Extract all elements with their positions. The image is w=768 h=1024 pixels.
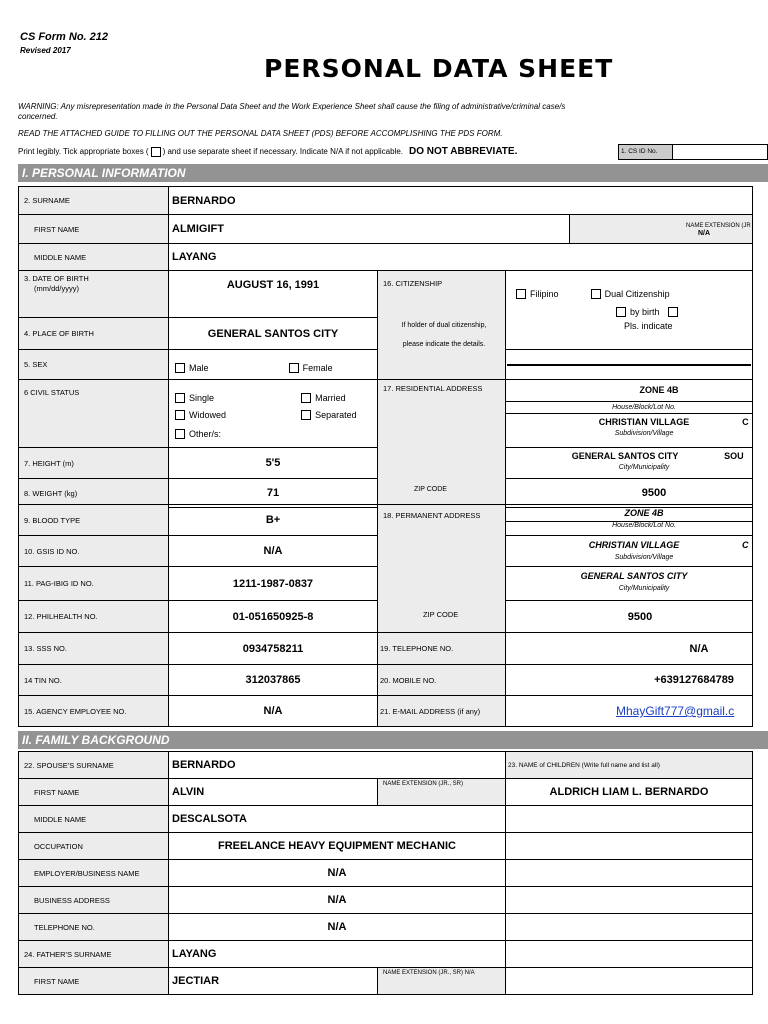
child-5-field[interactable] (506, 887, 753, 914)
instructions-b: ) and use separate sheet if necessary. Indicate N/A if not applicable. (162, 147, 404, 156)
perm-city-field: GENERAL SANTOS CITY (580, 571, 688, 581)
name-extension-cell[interactable] (570, 215, 753, 244)
child-6-field[interactable] (506, 914, 753, 941)
blood-field[interactable]: B+ (169, 505, 378, 536)
gsis-label: 10. GSIS ID NO. (19, 536, 169, 567)
dob-format: (mm/dd/yyyy) (34, 284, 79, 293)
warning-text: WARNING: Any misrepresentation made in the Personal Data Sheet and the Work Experience Sheet shall cause the filing of administrative/criminal case/s (18, 102, 566, 111)
email-label: 21. E-MAIL ADDRESS (if any) (378, 696, 506, 727)
perm-addr-label: 18. PERMANENT ADDRESS (383, 511, 481, 520)
agency-field[interactable]: N/A (169, 696, 378, 727)
perm-city-lbl: City/Municipality (618, 585, 670, 592)
read-guide-text: READ THE ATTACHED GUIDE TO FILLING OUT THE PERSONAL DATA SHEET (PDS) BEFORE ACCOMPLISHING THE PDS FORM. (18, 129, 503, 138)
city-lbl: City/Municipality (618, 464, 670, 471)
res-addr-label: 17. RESIDENTIAL ADDRESS (378, 380, 506, 509)
gsis-field[interactable]: N/A (169, 536, 378, 567)
perm-subd-field: CHRISTIAN VILLAGE (588, 540, 680, 550)
mobile-field[interactable]: +639127684789 (506, 665, 753, 696)
perm-house-lbl: House/Block/Lot No. (506, 521, 752, 529)
filipino-label: Filipino (530, 289, 559, 299)
father-first-label: FIRST NAME (19, 968, 169, 995)
male-option[interactable] (175, 363, 209, 373)
father-surname-field[interactable]: LAYANG (169, 941, 506, 968)
separated-option[interactable] (301, 405, 357, 425)
widowed-label: Widowed (189, 410, 227, 420)
dual-checkbox[interactable] (591, 289, 601, 299)
perm-subd-cell[interactable] (506, 536, 753, 567)
separated-checkbox[interactable] (301, 410, 311, 420)
occupation-label: OCCUPATION (19, 833, 169, 860)
subd-lbl: Subdivision/Village (614, 429, 674, 437)
citizenship-options (506, 271, 753, 350)
spouse-surname-label: 22. SPOUSE'S SURNAME (19, 752, 169, 779)
sex-label: 5. SEX (19, 350, 169, 380)
warning-text-2: concerned. (18, 112, 58, 121)
mobile-label: 20. MOBILE NO. (378, 665, 506, 696)
female-checkbox[interactable] (289, 363, 299, 373)
res-zip-label: ZIP CODE (414, 486, 447, 493)
instructions-line (18, 147, 517, 157)
personal-info-table-lower (18, 504, 753, 727)
surname-field[interactable]: BERNARDO (169, 187, 753, 215)
filipino-checkbox[interactable] (516, 289, 526, 299)
sss-label: 13. SSS NO. (19, 633, 169, 665)
name-ext-value: N/A (698, 229, 711, 237)
pagibig-label: 11. PAG-IBIG ID NO. (19, 567, 169, 601)
spouse-first-label: FIRST NAME (19, 779, 169, 806)
res-house-field[interactable]: ZONE 4B (506, 380, 753, 402)
philhealth-label: 12. PHILHEALTH NO. (19, 601, 169, 633)
biz-addr-field[interactable]: N/A (169, 887, 506, 914)
single-label: Single (189, 393, 215, 403)
res-trailing: C (742, 416, 749, 427)
pob-field[interactable]: GENERAL SANTOS CITY (169, 318, 378, 350)
name-ext-label: NAME EXTENSION (JR (686, 222, 751, 229)
perm-subd-lbl: Subdivision/Village (614, 554, 674, 561)
revised-year: Revised 2017 (20, 46, 71, 55)
others-checkbox[interactable] (175, 429, 185, 439)
do-not-abbreviate: DO NOT ABBREVIATE. (409, 146, 518, 157)
res-city-cell[interactable] (506, 448, 753, 479)
middle-name-label: MIDDLE NAME (19, 244, 169, 271)
father-surname-label: 24. FATHER'S SURNAME (19, 941, 169, 968)
cs-id-field[interactable] (673, 145, 767, 159)
male-label: Male (189, 362, 209, 373)
spouse-tel-label: TELEPHONE NO. (19, 914, 169, 941)
occupation-field[interactable]: FREELANCE HEAVY EQUIPMENT MECHANIC (169, 833, 506, 860)
perm-trailing: C (742, 540, 749, 550)
citizenship-label: 16. CITIZENSHIP (383, 279, 443, 288)
agency-label: 15. AGENCY EMPLOYEE NO. (19, 696, 169, 727)
perm-zip-label: ZIP CODE (423, 610, 459, 619)
weight-label: 8. WEIGHT (kg) (19, 479, 169, 508)
philhealth-field[interactable]: 01-051650925-8 (169, 601, 378, 633)
email-cell[interactable] (506, 696, 753, 727)
child-8-field[interactable] (506, 968, 753, 995)
perm-addr-label-cell (378, 505, 506, 633)
family-table (18, 751, 753, 995)
civil-status-options (169, 380, 378, 448)
pagibig-field[interactable]: 1211-1987-0837 (169, 567, 378, 601)
filipino-option[interactable] (516, 289, 559, 299)
height-label: 7. HEIGHT (m) (19, 448, 169, 479)
weight-field[interactable]: 71 (169, 479, 378, 508)
cs-id-label: 1. CS ID No. (619, 145, 673, 159)
child-3-field[interactable] (506, 833, 753, 860)
perm-house-cell[interactable] (506, 505, 753, 536)
perm-city-cell[interactable] (506, 567, 753, 601)
biz-addr-label: BUSINESS ADDRESS (19, 887, 169, 914)
female-label: Female (302, 362, 333, 373)
dob-label-cell (19, 271, 169, 318)
others-label: Other/s: (189, 429, 222, 439)
tin-field[interactable]: 312037865 (169, 665, 378, 696)
surname-label: 2. SURNAME (19, 187, 169, 215)
height-field[interactable]: 5'5 (169, 448, 378, 479)
by-birth-option[interactable] (616, 307, 682, 317)
instructions-a: Print legibly. Tick appropriate boxes ( (18, 147, 149, 156)
pls-indicate: Pls. indicate (624, 321, 673, 331)
dual-note-1: If holder of dual citizenship, (401, 322, 487, 329)
first-name-label: FIRST NAME (19, 215, 169, 244)
female-option[interactable] (289, 363, 333, 373)
single-checkbox[interactable] (175, 393, 185, 403)
employer-field[interactable]: N/A (169, 860, 506, 887)
spouse-first-field[interactable]: ALVIN (169, 779, 378, 806)
first-name-field[interactable]: ALMIGIFT (169, 215, 570, 244)
tin-label: 14 TIN NO. (19, 665, 169, 696)
dual-label: Dual Citizenship (604, 289, 670, 299)
res-city-field: GENERAL SANTOS CITY (571, 451, 679, 461)
dual-note-2: please indicate the details. (402, 341, 486, 348)
perm-zip-field[interactable]: 9500 (506, 601, 753, 633)
spouse-middle-label: MIDDLE NAME (19, 806, 169, 833)
male-checkbox[interactable] (175, 363, 185, 373)
spouse-tel-field[interactable]: N/A (169, 914, 506, 941)
cs-id-box (618, 144, 768, 160)
father-first-field[interactable]: JECTIAR (169, 968, 378, 995)
email-link[interactable]: MhayGift777@gmail.c (616, 704, 735, 718)
res-subd-cell[interactable] (506, 413, 753, 447)
section-personal-information: I. PERSONAL INFORMATION (18, 164, 768, 182)
tick-sample-box (151, 147, 161, 157)
others-option[interactable] (175, 424, 221, 444)
employer-label: EMPLOYER/BUSINESS NAME (19, 860, 169, 887)
citizenship-label-cell (378, 271, 506, 380)
section-family-background: II. FAMILY BACKGROUND (18, 731, 768, 749)
widowed-checkbox[interactable] (175, 410, 185, 420)
dual-details-field[interactable] (507, 364, 751, 366)
child-4-field[interactable] (506, 860, 753, 887)
res-subd-field: CHRISTIAN VILLAGE (598, 416, 690, 427)
spouse-middle-field[interactable]: DESCALSOTA (169, 806, 506, 833)
child-7-field[interactable] (506, 941, 753, 968)
civil-status-label: 6 CIVIL STATUS (19, 380, 169, 448)
dual-details-cell[interactable] (506, 350, 753, 380)
widowed-option[interactable] (175, 405, 299, 425)
spouse-surname-field[interactable]: BERNARDO (169, 752, 506, 779)
separated-label: Separated (315, 410, 357, 420)
children-label: 23. NAME of CHILDREN (Write full name and list all) (506, 752, 753, 779)
res-province: SOU (724, 451, 744, 461)
dual-option[interactable] (591, 289, 670, 299)
pob-label: 4. PLACE OF BIRTH (19, 318, 169, 350)
pds-form (18, 30, 768, 1024)
married-checkbox[interactable] (301, 393, 311, 403)
tel-label: 19. TELEPHONE NO. (378, 633, 506, 665)
dob-label: 3. DATE OF BIRTH (24, 274, 89, 283)
tel-field[interactable]: N/A (506, 633, 753, 665)
blood-label: 9. BLOOD TYPE (19, 505, 169, 536)
house-lbl: House/Block/Lot No. (506, 401, 753, 413)
by-birth-label: by birth (630, 307, 660, 317)
res-zip-field[interactable]: 9500 (506, 479, 753, 508)
by-naturalization-checkbox[interactable] (668, 307, 678, 317)
by-birth-checkbox[interactable] (616, 307, 626, 317)
page-title: PERSONAL DATA SHEET (264, 54, 614, 83)
perm-house-field: ZONE 4B (624, 508, 664, 518)
father-ext-label: NAME EXTENSION (JR., SR) N/A (378, 968, 506, 995)
sss-field[interactable]: 0934758211 (169, 633, 378, 665)
married-label: Married (315, 393, 346, 403)
child-1-field[interactable]: ALDRICH LIAM L. BERNARDO (506, 779, 753, 806)
dob-field[interactable]: AUGUST 16, 1991 (169, 271, 378, 318)
form-number: CS Form No. 212 (20, 31, 109, 43)
child-2-field[interactable] (506, 806, 753, 833)
sex-options (169, 350, 378, 380)
personal-info-table (18, 186, 753, 509)
spouse-ext-label: NAME EXTENSION (JR., SR) (378, 779, 506, 806)
middle-name-field[interactable]: LAYANG (169, 244, 753, 271)
